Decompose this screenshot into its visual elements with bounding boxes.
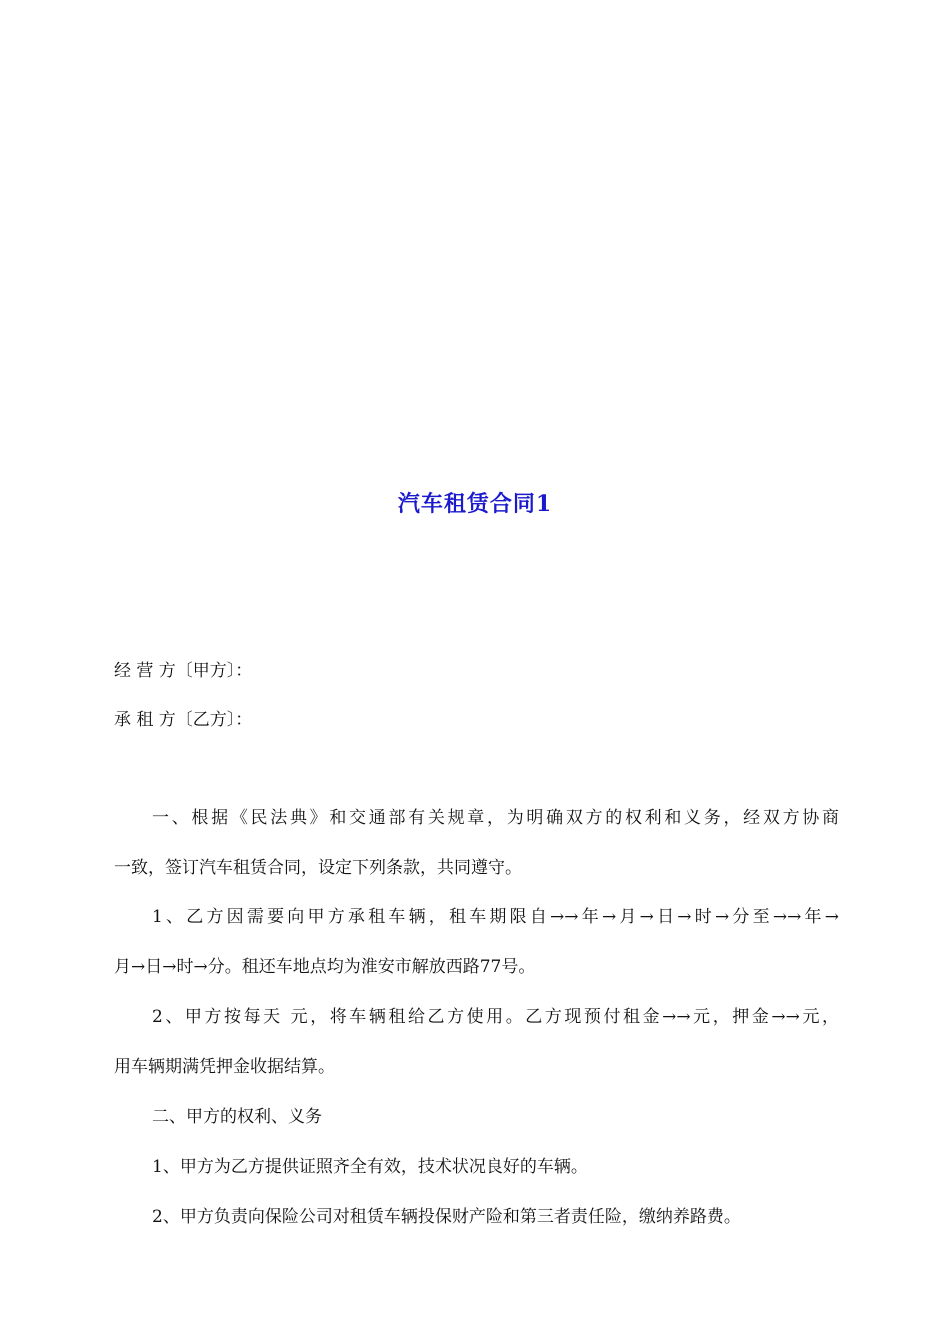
paragraph-line: 1、乙方因需要向甲方承租车辆，租车期限自→→年→月→日→时→分至→→年→	[152, 907, 839, 927]
section-heading: 二、甲方的权利、义务	[152, 1107, 322, 1127]
paragraph-line: 2、甲方按每天 元，将车辆租给乙方使用。乙方现预付租金→→元，押金→→元，	[152, 1007, 839, 1027]
paragraph-line: 一、根据《民法典》和交通部有关规章，为明确双方的权利和义务，经双方协商	[152, 808, 839, 828]
paragraph-line: 用车辆期满凭押金收据结算。	[114, 1057, 335, 1077]
paragraph-line: 1、甲方为乙方提供证照齐全有效，技术状况良好的车辆。	[152, 1157, 588, 1177]
party-a-label: 经 营 方〔甲方〕：	[114, 661, 253, 681]
paragraph-line: 月→日→时→分。租还车地点均为淮安市解放西路77号。	[114, 957, 536, 977]
paragraph-line: 2、甲方负责向保险公司对租赁车辆投保财产险和第三者责任险，缴纳养路费。	[152, 1207, 741, 1227]
party-b-label: 承 租 方〔乙方〕：	[114, 710, 253, 730]
document-title: 汽车租赁合同1	[397, 491, 553, 517]
paragraph-line: 一致，签订汽车租赁合同，设定下列条款，共同遵守。	[114, 858, 522, 878]
